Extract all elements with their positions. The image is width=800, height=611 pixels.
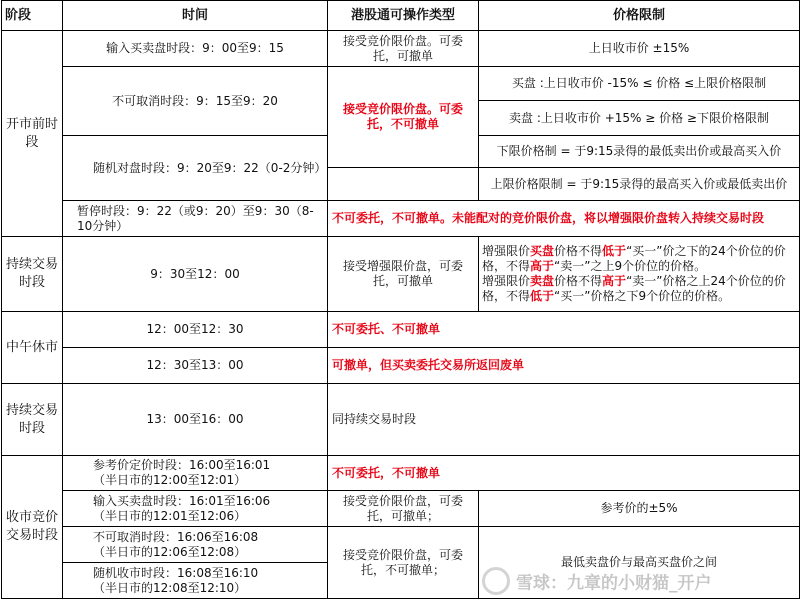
stage-morning: 持续交易时段: [2, 237, 63, 312]
preopen-noncancel-op: 接受竞价限价盘。可委托，不可撤单: [328, 67, 479, 168]
table-row: [2, 237, 800, 312]
rule-1-high: 高于: [530, 259, 555, 273]
preopen-input-op: 接受竞价限价盘。可委托，可撤单: [328, 31, 479, 67]
preopen-random-time: 随机对盘时段：9：20至9：22（0-2分钟）: [63, 136, 328, 201]
rule-1-text: “买一”价之下的24个价位的价格，不得: [482, 244, 786, 273]
lunch-time-2: 12：30至13：00: [63, 348, 328, 384]
preopen-sell-rule: 卖盘 :上日收市价 +15% ≥ 价格 ≥下限价格限制: [479, 101, 800, 136]
closing-input-time: [63, 491, 328, 527]
closing-ref-time: [63, 456, 328, 491]
rule-2-low: 低于: [530, 289, 555, 303]
closing-input-op: 接受竞价限价盘，可委托，可撤单；: [328, 491, 479, 527]
preopen-pause-op: 不可委托，不可撤单。未能配对的竞价限价盘，将以增强限价盘转入持续交易时段: [328, 201, 800, 237]
rule-2-high: 高于: [602, 274, 627, 288]
rule-2-text: 增强限价: [482, 274, 531, 288]
preopen-buy-rule: 买盘 :上日收市价 -15% ≤ 价格 ≤上限价格限制: [479, 67, 800, 101]
preopen-random-op: [328, 168, 479, 201]
rule-1-buy: 买盘: [530, 244, 555, 258]
header-time: 时间: [63, 1, 328, 31]
closing-final-price: 最低卖盘价与最高买盘价之间: [479, 527, 800, 599]
table-row: [2, 31, 800, 67]
table-row: [2, 491, 800, 527]
preopen-lower-rule: 下限价格制 = 于9:15录得的最低卖出价或最高买入价: [479, 136, 800, 168]
table-row: [2, 527, 800, 563]
lunch-op-2: 可撤单，但买卖委托交易所返回废单: [328, 348, 800, 384]
closing-input-time-main: 输入买卖盘时段：16:01至16:06: [93, 493, 271, 508]
rule-2-text: 价格不得: [554, 274, 603, 288]
stage-lunch: 中午休市: [2, 312, 63, 384]
lunch-op-1: 不可委托、不可撤单: [328, 312, 800, 348]
watermark-text: 雪球：九章的小财猫_开户: [516, 573, 712, 594]
table-row: [2, 348, 800, 384]
morning-price-rule: [479, 237, 800, 312]
closing-noncancel-time-half: （半日市的12:06至12:08）: [93, 544, 247, 559]
closing-ref-time-main: 参考价定价时段：16:00至16:01: [93, 458, 271, 472]
closing-noncancel-time-main: 不可取消时段：16:06至16:08: [93, 529, 259, 544]
closing-ref-op: 不可委托，不可撤单: [328, 456, 800, 491]
table-row: [2, 456, 800, 491]
closing-input-price: 参考价的±5%: [479, 491, 800, 527]
afternoon-time: 13：00至16：00: [63, 384, 328, 456]
header-price-limit: 价格限制: [479, 1, 800, 31]
rule-2-text: “卖一”价格之上24个价位的价格，不得: [482, 274, 786, 303]
afternoon-op: 同持续交易时段: [328, 384, 800, 456]
closing-random-time-main: 随机收市时段：16:08至16:10: [93, 565, 259, 580]
table-row: [2, 384, 800, 456]
stage-preopen: 开市前时段: [2, 31, 63, 237]
rule-2-text: “买一”价格之下9个价位的价格。: [554, 289, 731, 303]
closing-input-time-half: （半日市的12:01至12:06）: [93, 508, 247, 523]
preopen-upper-rule: 上限价格限制 = 于9:15录得的最高买入价或最低卖出价: [479, 168, 800, 201]
stage-closing: 收市竞价交易时段: [2, 456, 63, 599]
rule-1-text: 增强限价: [482, 244, 531, 258]
watermark: [482, 567, 800, 607]
header-operation: 港股通可操作类型: [328, 1, 479, 31]
closing-ref-time-half: （半日市的12:00至12:01）: [93, 473, 247, 487]
closing-random-time: [63, 563, 328, 599]
preopen-input-time: 输入买卖盘时段：9：00至9：15: [63, 31, 328, 67]
rule-1-text: 价格不得: [554, 244, 603, 258]
rule-1-text: “卖一”之上9个价位的价格。: [554, 259, 707, 273]
trading-hours-table: [1, 0, 800, 599]
snowball-logo-icon: [482, 567, 510, 595]
preopen-input-price: 上日收市价 ±15%: [479, 31, 800, 67]
closing-noncancel-time: [63, 527, 328, 563]
preopen-pause-time: 暂停时段：9：22（或9：20）至9：30（8-10分钟）: [63, 201, 328, 237]
header-stage: 阶段: [2, 1, 63, 31]
morning-op: 接受增强限价盘，可委托，可撤单: [328, 237, 479, 312]
table-row: [2, 67, 800, 101]
lunch-time-1: 12：00至12：30: [63, 312, 328, 348]
stage-afternoon: 持续交易时段: [2, 384, 63, 456]
rule-2-sell: 卖盘: [530, 274, 555, 288]
header-row: [2, 1, 800, 31]
preopen-noncancel-time: 不可取消时段：9：15至9：20: [63, 67, 328, 136]
rule-1-low: 低于: [602, 244, 627, 258]
morning-time: 9：30至12：00: [63, 237, 328, 312]
closing-noncancel-op: 接受竞价限价盘，可委托，不可撤单；: [328, 527, 479, 599]
closing-random-time-half: （半日市的12:08至12:10）: [93, 580, 247, 595]
table-row: [2, 312, 800, 348]
table-row: [2, 201, 800, 237]
